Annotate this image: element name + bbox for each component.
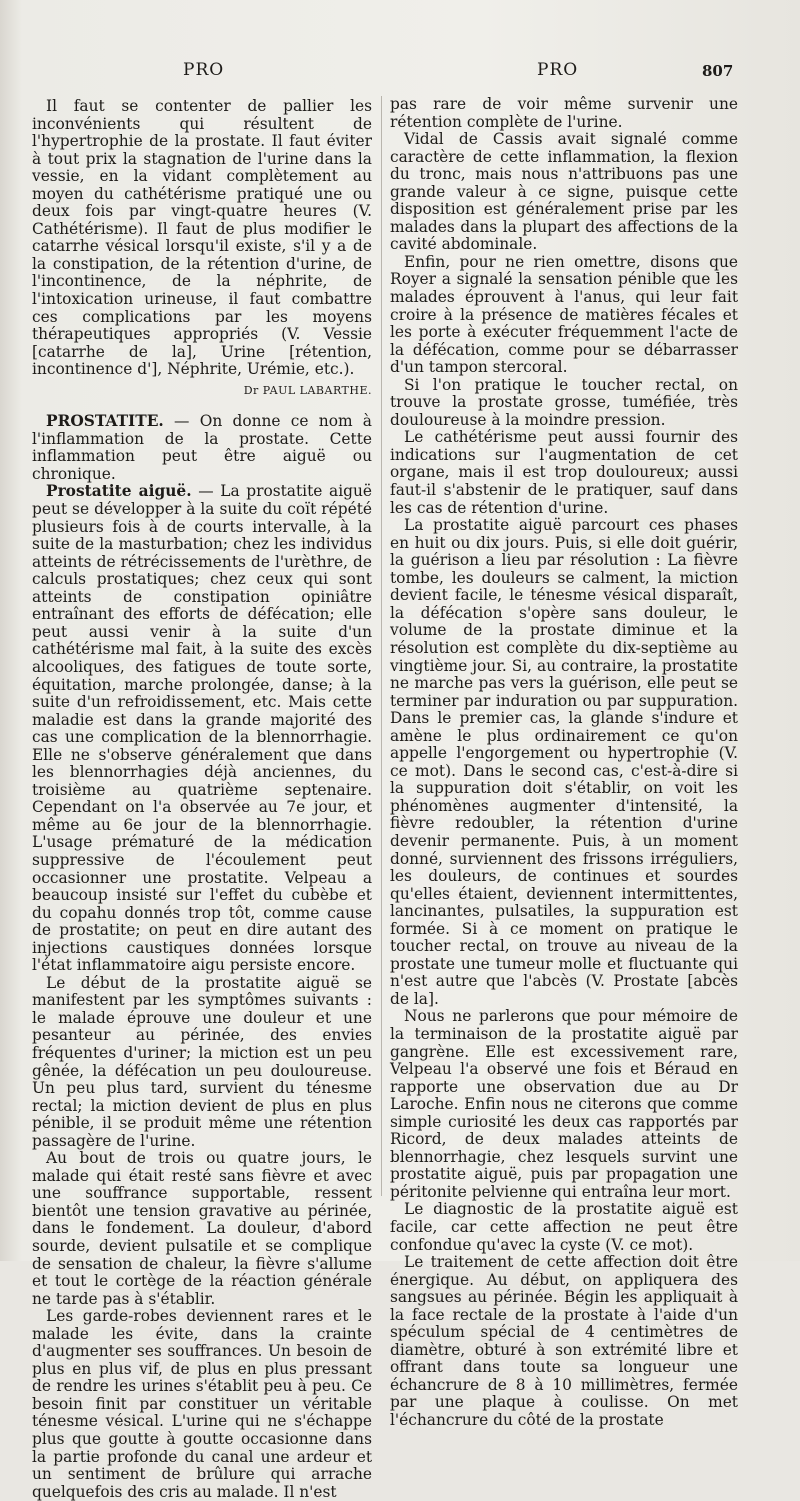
column-divider (381, 96, 382, 1196)
paragraph: Le cathétérisme peut aussi fournir des indications sur l'augmentation de cet organe, mais il est trop douloureux; aussi faut-il s'abstenir de le pratiquer, sauf dans les cas de rétention d'urine. (390, 428, 738, 517)
right-running-title: PRO (537, 60, 579, 80)
running-header (0, 60, 800, 84)
paragraph: Le diagnostic de la prostatite aiguë est facile, car cette affection ne peut être confondue qu'avec la cyste (V. ce mot). (390, 1200, 738, 1254)
paragraph: La prostatite aiguë parcourt ces phases en huit ou dix jours. Puis, si elle doit guérir, la guérison a lieu par résolution : La fièvre tombe, les douleurs se calment, la miction devient facile, le ténesme vésical disparaît, la défécation s'opère sans douleur, le volume de la prostate diminue et la résolution est complète du dix-septième au vingtième jour. Si, au contraire, la prostatite ne marche pas vers la guérison, elle peut se terminer par induration ou par suppuration. Dans le premier cas, la glande s'indure et amène le plus ordinairement ce qu'on appelle l'engorgement ou hypertrophie (V. ce mot). Dans le second cas, c'est-à-dire si la suppuration doit s'établir, on voit les phénomènes augmenter d'intensité, la fièvre redoubler, la rétention d'urine devenir permanente. Puis, à un moment donné, surviennent des frissons irréguliers, les douleurs, de continues et sourdes qu'elles étaient, deviennent intermittentes, lancinantes, pulsatiles, la suppuration est formée. Si à ce moment on pratique le toucher rectal, on trouve au niveau de la prostate une tumeur molle et fluctuante qui n'est autre que l'abcès (V. Prostate [abcès de la]. (390, 516, 738, 1008)
paragraph: Au bout de trois ou quatre jours, le malade qui était resté sans fièvre et avec une souffrance supportable, ressent bientôt une tension gravative au périnée, dans le fondement. La douleur, d'abord sourde, devient pulsatile et se complique de sensation de chaleur, la fièvre s'allume et tout le cortège de la réaction générale ne tarde pas à s'établir. (32, 1149, 372, 1308)
paragraph: — La prostatite aiguë peut se développer à la suite du coït répété plusieurs fois à de courts intervalle, à la suite de la masturbation; chez les individus atteints de rétrécissements de l'urèthre, de calculs prostatiques; chez ceux qui sont atteints de constipation opiniâtre entraînant des efforts de défécation; elle peut aussi venir à la suite d'un cathétérisme mal fait, à la suite des excès alcooliques, des fatigues de toute sorte, équitation, marche prolongée, danse; à la suite d'un refroidissement, etc. Mais cette maladie est dans la grande majorité des cas une complication de la blennorrhagie. Elle ne s'observe généralement que dans les blennorrhagies déjà anciennes, du troisième au quatrième septenaire. Cependant on l'a observée au 7e jour, et même au 6e jour de la blennorrhagie. L'usage prématuré de la médication suppressive de l'écoulement peut occasionner une prostatite. Velpeau a beaucoup insisté sur l'effet du cubèbe et du copahu donnés trop tôt, comme cause de prostatite; on peut en dire autant des injections caustiques données lorsque l'état inflammatoire aigu persiste encore. (32, 482, 372, 975)
paragraph: Vidal de Cassis avait signalé comme caractère de cette inflammation, la flexion du tronc, mais nous n'attribuons pas une grande valeur à ce signe, puisque cette disposition est généralement prise par les malades dans la plupart des affections de la cavité abdominale. (390, 130, 738, 254)
paragraph: pas rare de voir même survenir une rétention complète de l'urine. (390, 95, 738, 131)
paragraph: Si l'on pratique le toucher rectal, on trouve la prostate grosse, tuméfiée, très douloureuse à la moindre pression. (390, 375, 738, 429)
subsection-heading: Prostatite aiguë. (46, 482, 192, 501)
paragraph: Le traitement de cette affection doit être énergique. Au début, on appliquera des sangsues au périnée. Bégin les appliquait à la face rectale de la prostate à l'aide d'un spéculum spécial de 4 centimètres de diamètre, obturé à son extrémité libre et offrant dans toute sa longueur une échancrure de 8 à 10 millimètres, fermée par une plaque à coulisse. On met l'échancrure du côté de la prostate (390, 1253, 738, 1430)
paragraph: Enfin, pour ne rien omettre, disons que Royer a signalé la sensation pénible que les malades éprouvent à l'anus, qui leur fait croire à la présence de matières fécales et les porte à exécuter fréquemment l'acte de la défécation, comme pour se débarrasser d'un tampon stercoral. (390, 252, 738, 377)
left-column (32, 98, 372, 1501)
article-entry-prostatite (32, 413, 372, 483)
left-running-title: PRO (183, 60, 225, 80)
entry-heading: PROSTATITE. (46, 412, 164, 431)
signature-line (32, 379, 372, 397)
page-number: 807 (702, 62, 734, 80)
paragraph: Il faut se contenter de pallier les inconvénients qui résultent de l'hypertrophie de la prostate. Il faut éviter à tout prix la stagnation de l'urine dans la vessie, en la vidant complètement au moyen du cathétérisme pratiqué une ou deux fois par vingt-quatre heures (V. Cathétérisme). Il faut de plus modifier le catarrhe vésical lorsqu'il existe, s'il y a de la constipation, de la rétention d'urine, de l'incontinence, de la néphrite, de l'intoxication urineuse, il faut combattre ces complications par les moyens thérapeutiques appropriés (V. Vessie [catarrhe de la], Urine [rétention, incontinence d'], Néphrite, Urémie, etc.). (32, 97, 372, 379)
paragraph: Nous ne parlerons que pour mémoire de la terminaison de la prostatite aiguë par gangrène. Elle est excessivement rare, Velpeau l'a observé une fois et Béraud en rapporte une observation due au Dr Laroche. Enfin nous ne citerons que comme simple curiosité les deux cas rapportés par Ricord, de deux malades atteints de blennorrhagie, chez lesquels survint une prostatite aiguë, puis par propagation une péritonite pelvienne qui entraîna leur mort. (390, 1007, 738, 1201)
paragraph: — On donne ce nom à l'inflammation de la prostate. Cette inflammation peut être aiguë ou chronique. (32, 412, 372, 483)
subsection-prostatite-aigue (32, 483, 372, 974)
paragraph: Le début de la prostatite aiguë se manifestent par les symptômes suivants : le malade éprouve une douleur et une pesanteur au périnée, des envies fréquentes d'uriner; la miction est un peu gênée, la défécation un peu douloureuse. Un peu plus tard, survient du ténesme rectal; la miction devient de plus en plus pénible, il se produit même une rétention passagère de l'urine. (32, 973, 372, 1150)
author-signature: Dr PAUL LABARTHE. (243, 383, 372, 397)
paragraph: Les garde-robes deviennent rares et le malade les évite, dans la crainte d'augmenter ses souffrances. Un besoin de plus en plus vif, de plus en plus pressant de rendre les urines s'établit peu à peu. Ce besoin finit par constituer un véritable ténesme vésical. L'urine qui ne s'échappe plus que goutte à goutte occasionne dans la partie profonde du canal une ardeur et un sentiment de brûlure qui arrache quelquefois des cris au malade. Il n'est (32, 1307, 372, 1501)
right-column (390, 96, 738, 1430)
